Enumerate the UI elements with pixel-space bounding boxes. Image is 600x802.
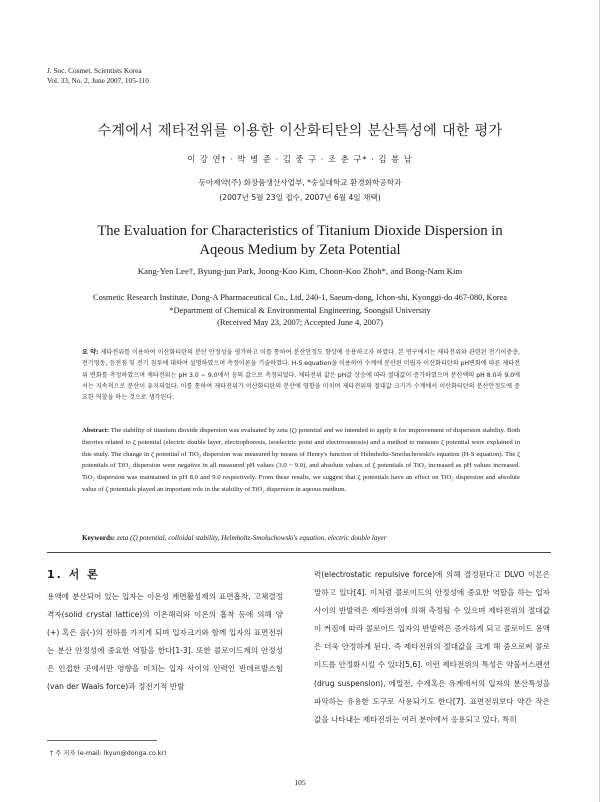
korean-abstract-text: 제타전위를 이용하여 이산화티탄의 분산 안정성을 평가하고 이를 통하여 분산안정도 향상에 응용하고자 하였다. 본 연구에서는 제타전위와 관련된 전기이중층, 전기영동, 등전점 및 전기 침투에 대하여 설명하였으며 측정이론을 기술하였다. H-S equation을 이용하여 수계에 분산된 미립자 이산화티탄의 pH변화에 따른 제타전위 변화를 측정하였으며 제타전위는 pH 3.0 ~ 9.0에서 음의 값으로 측정되었다. 제타전위 값은 pH값 상승에 따라 절대값이 증가하였으며 분산액의 pH 8.0과 9.0에서는 지속적으로 분산이 유지되었다. 이를 통하여 제타전위가 이산화티탄의 분산에 영향을 미치며 제타전위의 절대값 크기가 수계에서 이산화티탄의 분산안정도에 중요한 역할을 하는 것으로 생각된다. — [82, 349, 520, 402]
english-abstract — [82, 425, 520, 496]
keywords-label: Keywords: — [82, 534, 116, 542]
affiliation-institute: Cosmetic Research Institute, Dong-A Pharmaceutical Co., Ltd, 240-1, Saeum-dong, Ichon-shi, Kyonggi-do 467-080, Korea — [92, 293, 507, 302]
footnote-divider — [47, 740, 157, 741]
section-heading-introduction: 1. 서 론 — [47, 568, 100, 581]
english-authors: Kang-Yen Lee†, Byung-jun Park, Joong-Koo Kim, Choon-Koo Zhoh*, and Bong-Nam Kim — [137, 266, 463, 276]
korean-affiliation: 동아제약(주) 화장품생산사업부, *숭실대학교 환경화학공학과 — [198, 178, 402, 187]
korean-authors: 이 강 연† · 박 병 준 · 김 중 구 · 조 춘 구* · 김 봉 남 — [187, 154, 413, 164]
english-abstract-text: The stability of titanium dioxide dispersion was evaluated by zeta (ζ) potential and we intended to apply it for improvement of dispersion stability. Both theories related to ζ potential (electric double layer, electrophoresis, isoelectric point and electroosmosis) and a method to measure ζ potential were explained in this study. The change in ζ potential of TiO₂ dispersion was measured by means of Henry's function of Helmholtz-Smoluchowski's equation (H-S equation). The ζ potentials of TiO₂ dispersion were negative in all measured pH values (3.0 ~ 9.0), and absolute values of ζ potentials of TiO₂ increased as pH values increased. TiO₂ dispersion was maintained in pH 8.0 and 9.0 respectively. From these results, we suggest that ζ potentials have an effect on TiO₂ dispersion and absolute value of ζ potentials played an important role in the stability of TiO₂ dispersion in aqeous medium. — [82, 427, 520, 493]
keywords-text: zeta (ζ) potential, colloidal stability, Helmholtz-Smoluchowski's equation, electric double layer — [116, 534, 387, 542]
body-column-right: 력(electrostatic repulsive force)에 의해 결정된다고 DLVO 이론은 말하고 있다[4]. 이처럼 콜로이드의 안정성에 중요한 역할을 하는 입자 사이의 반발력은 제타전위에 의해 측정될 수 있으며 제타전위의 절대값이 커짐에 따라 콜로이드 입자의 반발력은 증가하게 되고 콜로이드 용액은 더욱 안정하게 된다. 즉 제타전위의 절대값을 크게 해 줌으로써 콜로이드를 안정화시킬 수 있다[5,6]. 이런 제타전위의 특성은 약물서스펜션(drug suspension), 에멀전, 수계혹은 유계에서의 입자의 분산특성을 파악하는 유용한 도구로 사용되기도 한다[7]. 표면전위보다 약간 작은 값을 나타내는 제타전위는 여러 분야에서 응용되고 있다. 특히 — [314, 570, 550, 724]
page-number: 105 — [294, 778, 306, 787]
affiliation-dates: (Received May 23, 2007; Accepted June 4, 2007) — [217, 318, 383, 328]
korean-dates: (2007년 5월 23일 접수, 2007년 6월 4일 채택) — [219, 193, 381, 202]
journal-citation — [47, 66, 149, 86]
journal-name: J. Soc. Cosmet. Scientists Korea — [47, 66, 142, 75]
english-title-line2: Aqeous Medium by Zeta Potential — [199, 242, 401, 258]
korean-abstract-label: 요 약: — [82, 349, 99, 356]
body-column-left: 용액에 분산되어 있는 입자는 이온성 계면활성제의 표면흡착, 고체결정격자(solid crystal lattice)의 이온해리와 이온의 흡착 등에 의해 양(+) 혹은 음(-)의 전하를 가지게 되며 입자크기와 함께 입자의 표면전위는 분산 안정성에 중요한 역할을 한다[1-3]. 또한 콜로이드계의 안정성은 인접한 곳에서만 영향을 미치는 입자 사이의 인력인 반데르발스힘(van der Waals force)과 정전기적 반발 — [47, 592, 283, 692]
journal-volume: Vol. 33, No. 2, June 2007, 105-110 — [47, 76, 149, 85]
korean-abstract — [82, 347, 520, 403]
english-abstract-label: Abstract: — [82, 427, 110, 434]
corresponding-author-footnote: † 주 저자 (e-mail: lkyun@donga.co.kr) — [50, 750, 167, 757]
english-title-line1: The Evaluation for Characteristics of Titanium Dioxide Dispersion in — [97, 223, 503, 239]
keywords — [82, 534, 542, 542]
affiliation-department: *Department of Chemical & Environmental Engineering, Soongsil University — [169, 305, 431, 315]
english-affiliation — [40, 292, 560, 330]
section-divider — [47, 552, 551, 553]
english-title — [40, 222, 560, 260]
korean-title: 수계에서 제타전위를 이용한 이산화티탄의 분산특성에 대한 평가 — [97, 123, 503, 139]
